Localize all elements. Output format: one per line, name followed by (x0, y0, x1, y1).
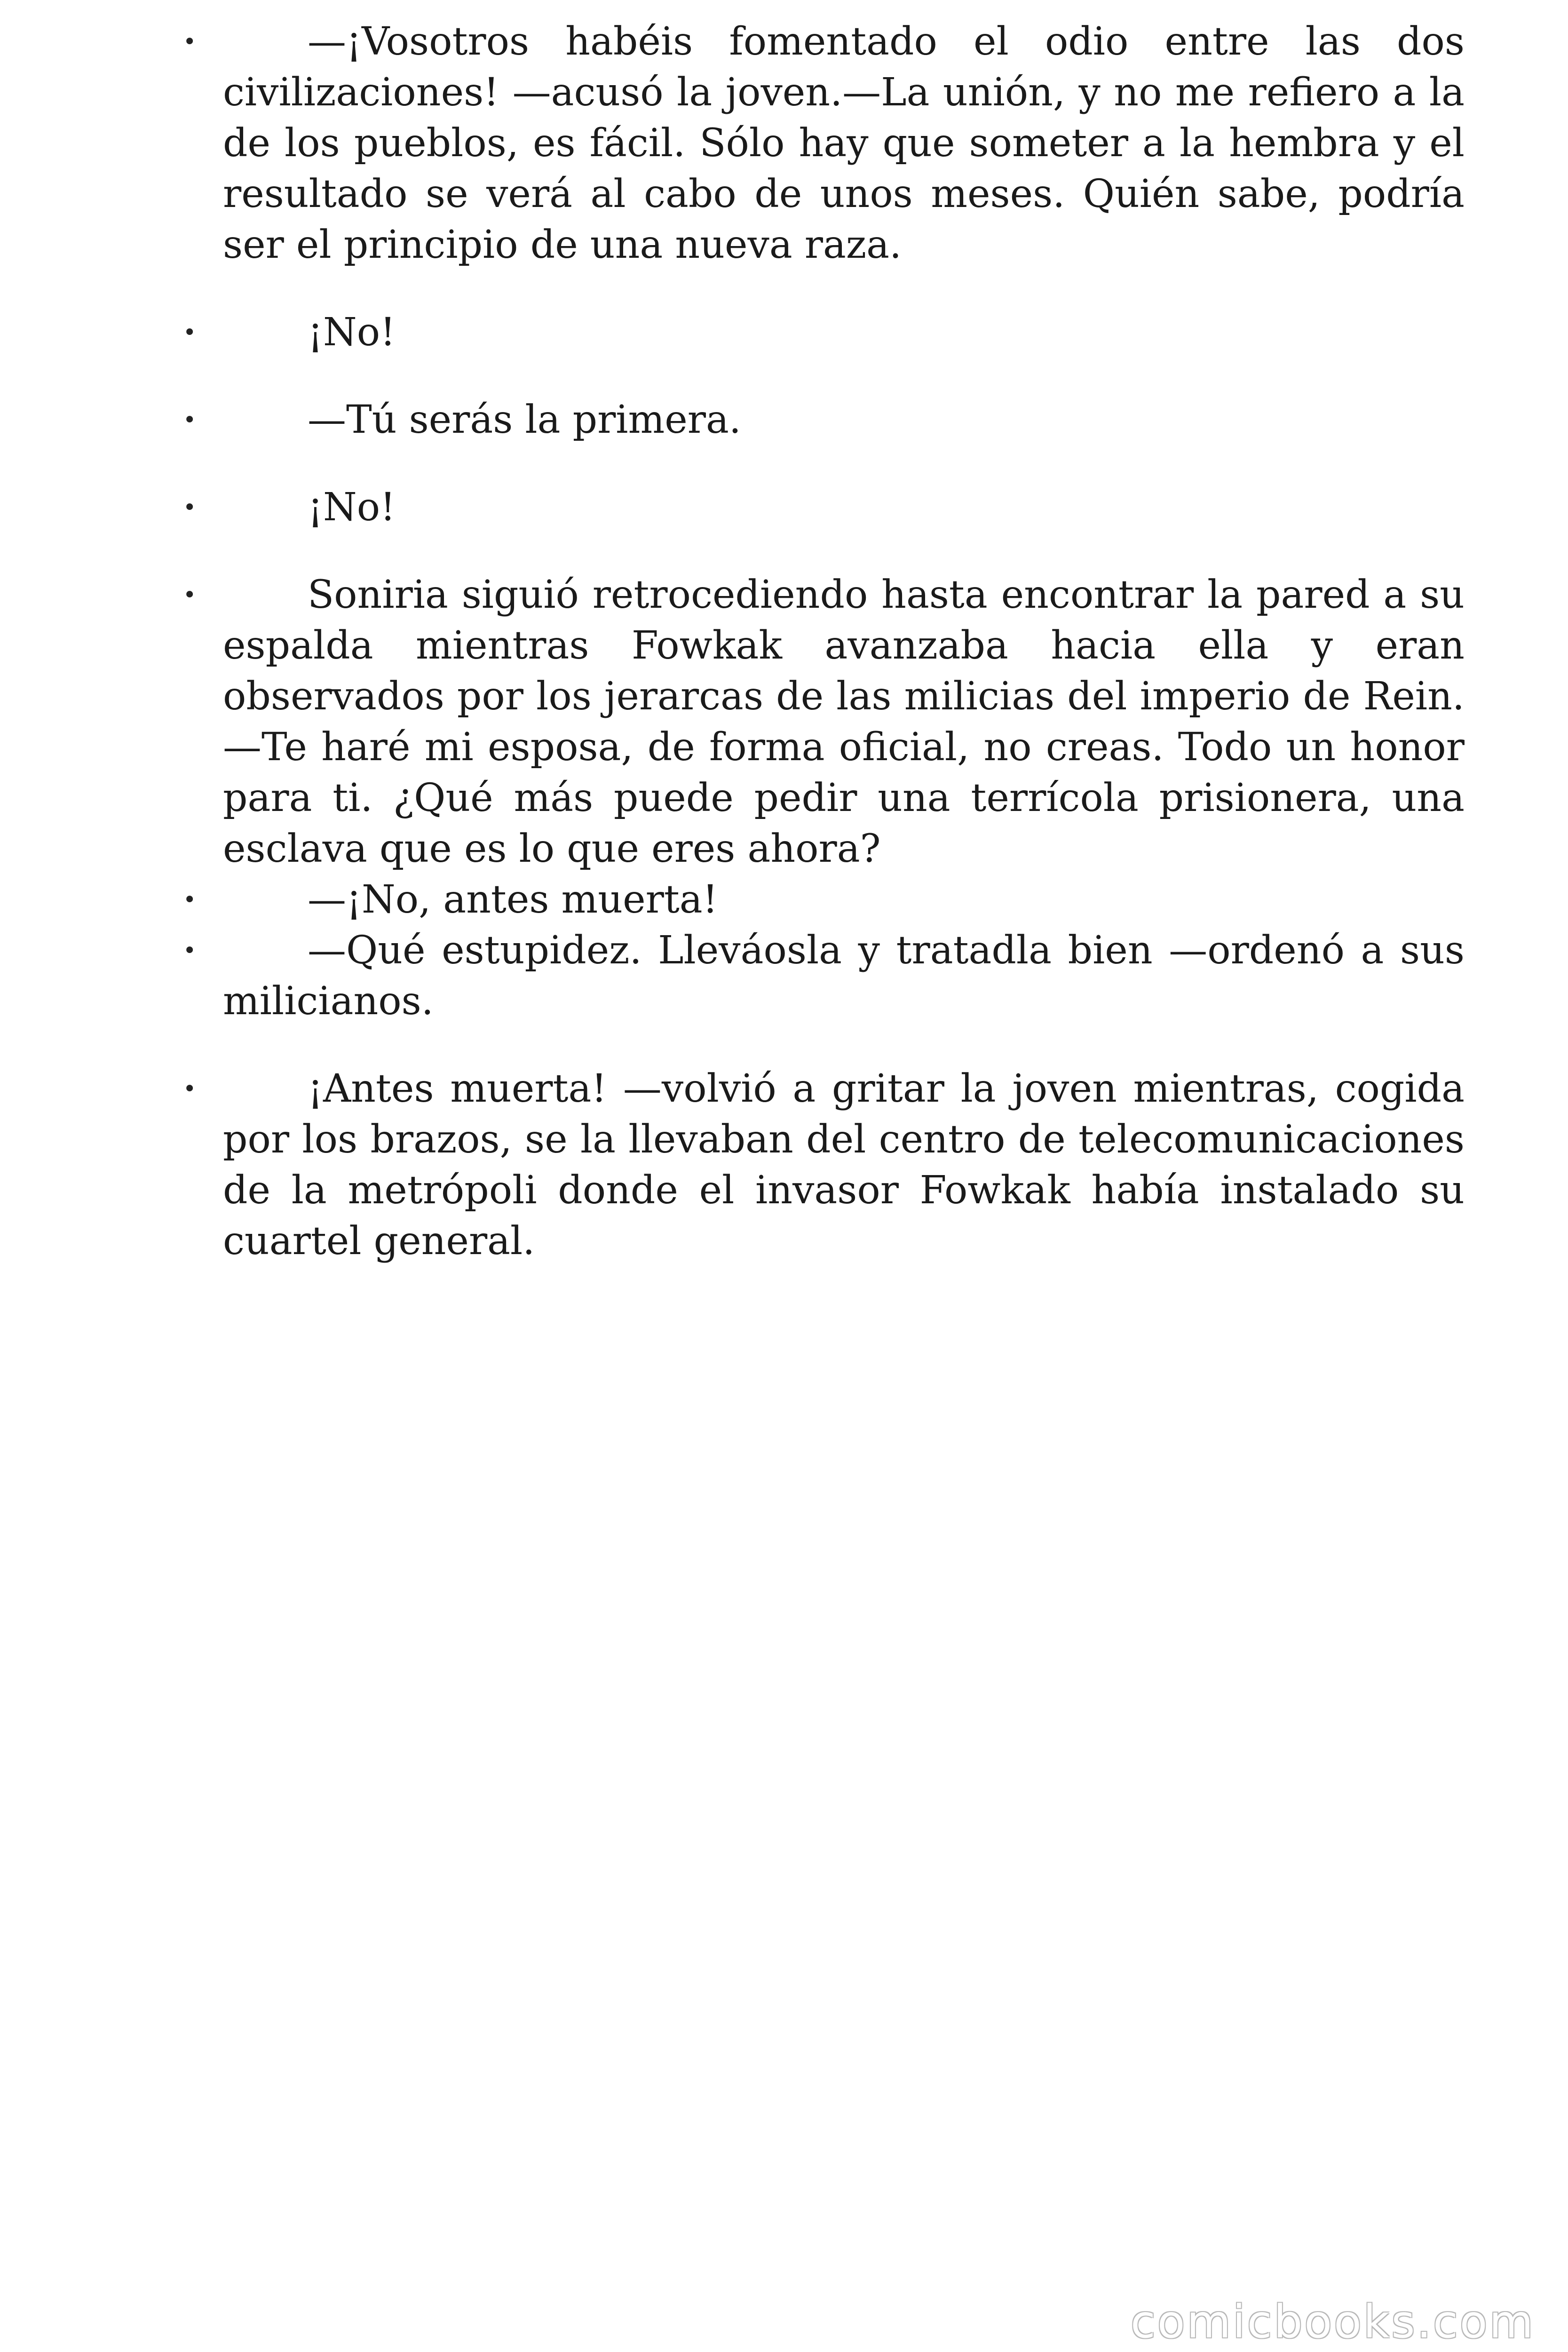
paragraph-text: ¡No! (308, 485, 396, 530)
paragraph-1 (183, 16, 1465, 270)
paragraph-5 (183, 570, 1465, 874)
paragraph-text: —Qué estupidez. Lleváosla y tratadla bien —ordenó a sus milicianos. (223, 928, 1465, 1024)
paragraph-text: —¡No, antes muerta! (308, 877, 718, 922)
bullet-icon: • (183, 938, 197, 964)
paragraph-2 (183, 307, 1465, 358)
bullet-icon: • (183, 494, 197, 521)
bullet-icon: • (183, 319, 197, 346)
bullet-icon: • (183, 887, 197, 913)
paragraph-8 (183, 1064, 1465, 1267)
paragraph-text: ¡Antes muerta! —volvió a gritar la joven mientras, cogida por los brazos, se la llevaban del centro de telecomunicaciones de la metrópoli donde el invasor Fowkak había instalado su cuartel general. (223, 1066, 1465, 1263)
bullet-icon: • (183, 29, 197, 55)
paragraph-text: ¡No! (308, 310, 396, 355)
paragraph-3 (183, 395, 1465, 445)
paragraph-7 (183, 925, 1465, 1027)
paragraph-4 (183, 482, 1465, 533)
paragraph-6 (183, 874, 1465, 925)
bullet-icon: • (183, 582, 197, 608)
paragraph-text: —Tú serás la primera. (308, 397, 741, 442)
bullet-icon: • (183, 1076, 197, 1102)
text-column (183, 16, 1465, 1267)
paragraph-text: —¡Vosotros habéis fomentado el odio entre las dos civilizaciones! —acusó la joven.—La unión, y no me refiero a la de los pueblos, es fácil. Sólo hay que someter a la hembra y el resultado se verá al cabo de unos meses. Quién sabe, podría ser el principio de una nueva raza. (223, 19, 1465, 267)
bullet-icon: • (183, 407, 197, 433)
watermark: comicbooks.com (1130, 2296, 1535, 2348)
paragraph-text: Soniria siguió retrocediendo hasta encontrar la pared a su espalda mientras Fowkak avanzaba hacia ella y eran observados por los jerarcas de las milicias del imperio de Rein.—Te haré mi esposa, de forma oficial, no creas. Todo un honor para ti. ¿Qué más puede pedir una terrícola prisionera, una esclava que es lo que eres ahora? (223, 572, 1465, 871)
